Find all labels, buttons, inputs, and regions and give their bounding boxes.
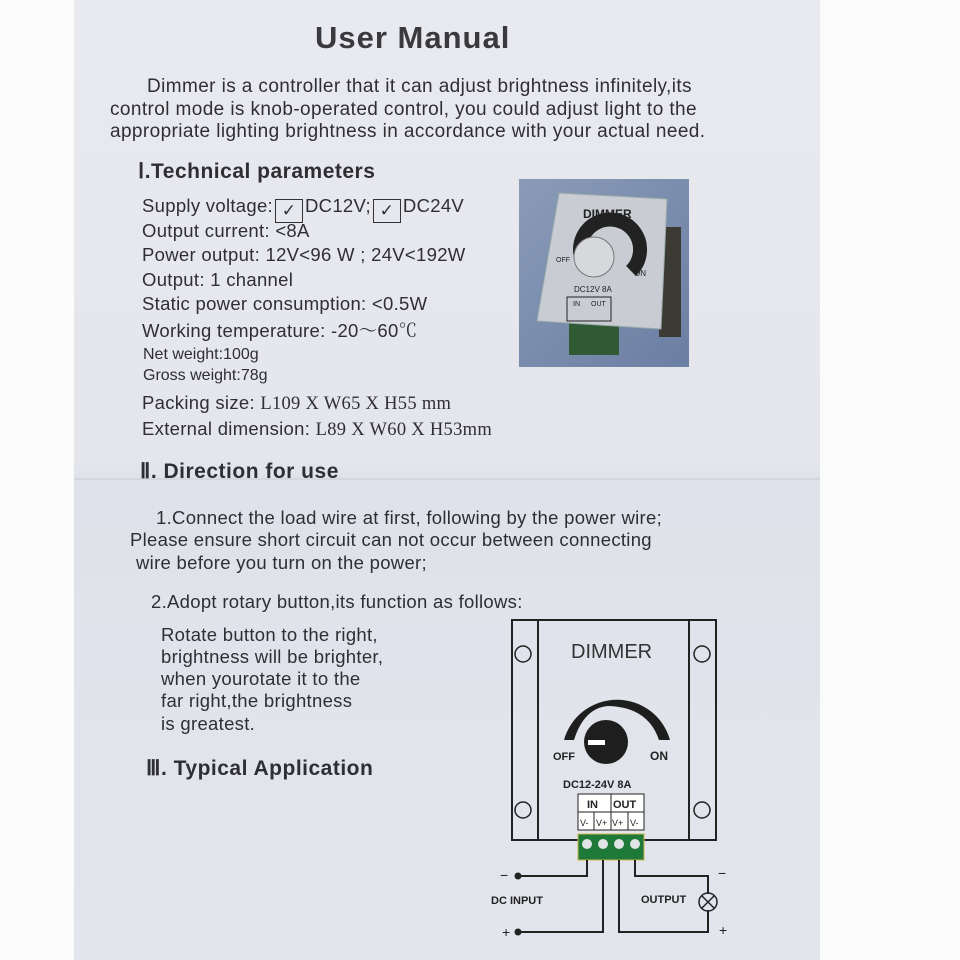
mount-hole-icon <box>694 802 710 818</box>
photo-rating-label: DC12V 8A <box>574 285 612 294</box>
external-label: External dimension: <box>142 418 316 439</box>
checkbox-checked-icon: ✓ <box>373 199 401 223</box>
diagram-in-label: IN <box>587 799 598 811</box>
step1-line: Please ensure short circuit can not occur between connecting <box>130 529 652 550</box>
diagram-rating-label: DC12-24V 8A <box>563 779 632 791</box>
mount-hole-icon <box>515 802 531 818</box>
section-heading-technical: Ⅰ.Technical parameters <box>138 160 376 183</box>
supply-label: Supply voltage: <box>142 195 274 216</box>
lamp-icon <box>699 893 717 911</box>
spec-line: Static power consumption: <0.5W <box>142 293 428 314</box>
step1-line: 1.Connect the load wire at first, following by the power wire; <box>156 507 663 528</box>
page-title: User Manual <box>315 20 511 55</box>
packing-value: L109 X W65 X H55 mm <box>260 394 452 414</box>
spec-line: Output current: <8A <box>142 220 310 241</box>
terminal-label: V+ <box>612 818 624 828</box>
supply-voltage <box>142 195 464 223</box>
photo-on-label: ON <box>634 269 646 278</box>
spec-line: Power output: 12V<96 W ; 24V<192W <box>142 244 466 265</box>
wiring-diagram <box>488 612 748 952</box>
dc24-label: DC24V <box>402 195 465 216</box>
input-plus-label: + <box>502 924 511 940</box>
checkbox-checked-icon: ✓ <box>275 199 303 223</box>
terminal-label: V- <box>580 818 589 828</box>
dc12-label: DC12V; <box>305 195 371 216</box>
rotate-line: when yourotate it to the <box>161 668 361 689</box>
intro-line: appropriate lighting brightness in accordance with your actual need. <box>110 121 706 142</box>
packing-label: Packing size: <box>142 392 261 413</box>
section-heading-application: Ⅲ. Typical Application <box>146 757 374 780</box>
output-plus-label: + <box>719 922 728 938</box>
intro-line: control mode is knob-operated control, you could adjust light to the <box>110 99 697 120</box>
section-heading-direction: Ⅱ. Direction for use <box>140 460 339 483</box>
diagram-dimmer-label: DIMMER <box>571 641 653 663</box>
packing-size <box>142 392 451 415</box>
diagram-off-label: OFF <box>553 751 575 763</box>
net-weight: Net weight:100g <box>143 346 259 363</box>
photo-out-label: OUT <box>591 301 606 308</box>
mount-hole-icon <box>515 646 531 662</box>
diagram-on-label: ON <box>650 749 668 763</box>
step2-line: 2.Adopt rotary button,its function as follows: <box>151 591 523 612</box>
intro-line: Dimmer is a controller that it can adjust brightness infinitely,its <box>147 76 692 97</box>
terminal-label: V- <box>630 818 639 828</box>
rotate-line: brightness will be brighter, <box>161 646 384 667</box>
diagram-out-label: OUT <box>613 799 637 811</box>
gross-weight: Gross weight:78g <box>143 367 268 384</box>
output-label: OUTPUT <box>641 894 687 906</box>
mount-hole-icon <box>694 646 710 662</box>
output-minus-label: − <box>718 865 727 881</box>
rotate-line: Rotate button to the right, <box>161 624 378 645</box>
rotate-line: far right,the brightness <box>161 690 353 711</box>
external-dimension <box>142 418 492 441</box>
rotate-line: is greatest. <box>161 713 256 734</box>
dimmer-product-photo <box>519 179 689 367</box>
photo-dimmer-label: DIMMER <box>583 207 632 221</box>
dc-input-label: DC INPUT <box>491 895 543 907</box>
photo-off-label: OFF <box>556 257 570 264</box>
spec-line: Working temperature: -20～60℃ <box>142 320 418 341</box>
terminal-label: V+ <box>596 818 608 828</box>
step1-line: wire before you turn on the power; <box>136 552 427 573</box>
photo-in-label: IN <box>573 301 580 308</box>
input-minus-label: − <box>500 867 509 883</box>
spec-line: Output: 1 channel <box>142 269 294 290</box>
external-value: L89 X W60 X H53mm <box>315 420 493 440</box>
